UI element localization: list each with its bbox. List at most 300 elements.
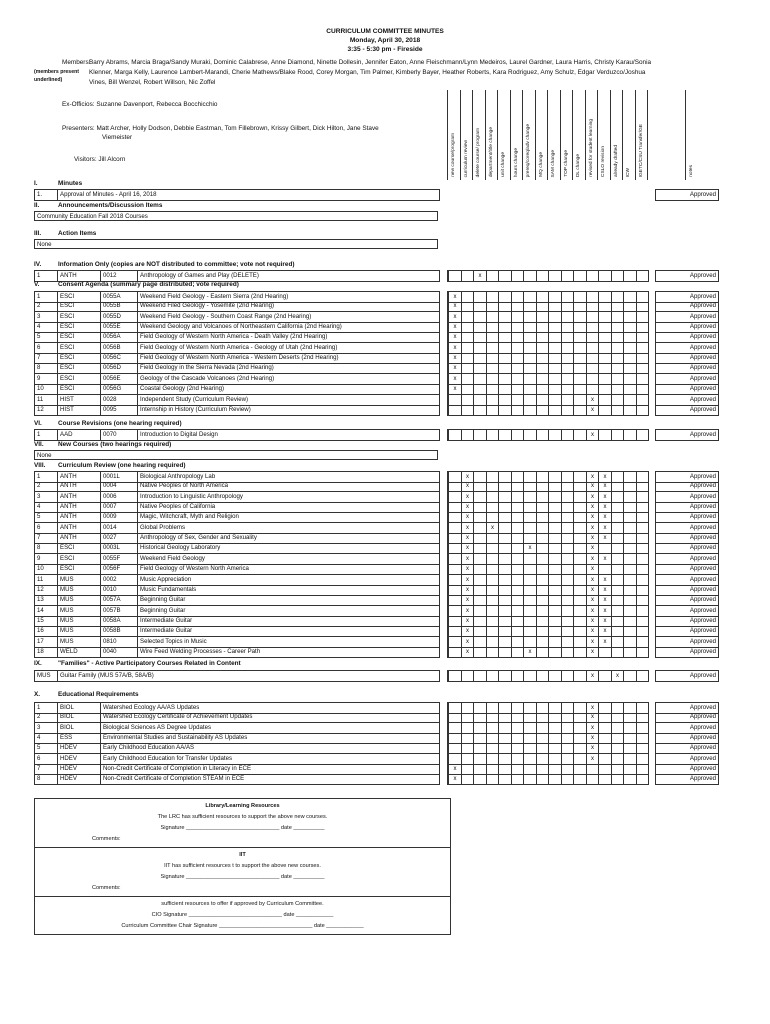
grid-cell xyxy=(511,481,524,491)
grid-cell: x xyxy=(461,564,474,574)
grid-cell xyxy=(573,492,586,502)
grid-cell xyxy=(573,512,586,522)
grid-cell: x xyxy=(448,374,461,384)
grid-cell xyxy=(523,332,536,342)
checkbox-grid xyxy=(447,564,649,575)
cell-d: ESCI xyxy=(57,332,103,342)
grid-cell xyxy=(548,626,561,636)
library-comments: Comments: xyxy=(92,836,121,842)
grid-cell xyxy=(623,626,636,636)
grid-cell: x xyxy=(598,472,611,482)
grid-cell xyxy=(548,554,561,564)
grid-cell xyxy=(498,754,511,764)
section-title: Announcements/Discussion Items xyxy=(58,202,163,209)
cell-d: AAD xyxy=(57,430,103,440)
checkbox-grid xyxy=(447,322,649,333)
grid-cell xyxy=(473,523,486,533)
grid-cell xyxy=(573,312,586,322)
cell-n: 8 xyxy=(37,544,41,552)
grid-cell xyxy=(536,301,549,311)
grid-cell xyxy=(498,523,511,533)
members-note: (members present underlined) xyxy=(34,69,79,83)
grid-cell xyxy=(536,533,549,543)
grid-cell xyxy=(573,712,586,722)
column-head xyxy=(560,90,573,180)
section-heading xyxy=(34,201,162,211)
table-row xyxy=(34,585,440,596)
grid-cell xyxy=(573,774,586,784)
section-heading xyxy=(34,690,139,700)
grid-cell: x xyxy=(461,502,474,512)
column-head xyxy=(585,90,598,180)
grid-cell xyxy=(486,353,499,363)
table-row xyxy=(34,637,440,648)
grid-cell xyxy=(561,271,574,281)
grid-cell xyxy=(548,543,561,553)
status-note: Approved xyxy=(655,595,719,606)
cell-d: ANTH xyxy=(57,472,103,482)
section-heading xyxy=(34,419,182,429)
cell-c: 0057A xyxy=(100,595,140,605)
grid-cell xyxy=(473,384,486,394)
grid-cell xyxy=(636,754,649,764)
grid-cell xyxy=(523,626,536,636)
grid-cell xyxy=(573,626,586,636)
grid-cell xyxy=(598,353,611,363)
cell-n: 12 xyxy=(37,405,44,413)
grid-cell xyxy=(561,384,574,394)
grid-cell xyxy=(636,626,649,636)
grid-cell xyxy=(636,637,649,647)
grid-cell xyxy=(498,712,511,722)
grid-cell xyxy=(523,764,536,774)
grid-cell xyxy=(623,430,636,440)
grid-cell xyxy=(586,363,599,373)
presenters: Presenters: Matt Archer, Holly Dodson, Debbie Eastman, Tom Fillebrown, Krissy Gilbert, Dick Hilton, Jane Stave xyxy=(62,125,379,132)
grid-cell xyxy=(523,733,536,743)
grid-cell xyxy=(523,384,536,394)
grid-cell xyxy=(523,312,536,322)
grid-cell: x xyxy=(586,712,599,722)
cell-n: 8 xyxy=(37,775,41,783)
grid-cell xyxy=(611,723,624,733)
grid-cell xyxy=(511,353,524,363)
grid-cell xyxy=(498,492,511,502)
grid-cell xyxy=(498,384,511,394)
grid-cell xyxy=(611,575,624,585)
status-note: Approved xyxy=(655,585,719,596)
table-row xyxy=(34,733,440,744)
grid-cell xyxy=(536,616,549,626)
grid-cell xyxy=(548,671,561,681)
grid-cell xyxy=(498,343,511,353)
grid-cell xyxy=(511,606,524,616)
grid-cell xyxy=(573,754,586,764)
cell-n: 11 xyxy=(37,395,44,403)
grid-cell xyxy=(636,554,649,564)
grid-cell xyxy=(636,723,649,733)
grid-cell xyxy=(498,512,511,522)
checkbox-grid xyxy=(447,502,649,513)
grid-cell xyxy=(561,492,574,502)
grid-cell xyxy=(623,595,636,605)
grid-cell xyxy=(573,395,586,405)
grid-cell: x xyxy=(461,523,474,533)
grid-cell xyxy=(548,430,561,440)
grid-cell xyxy=(611,554,624,564)
grid-cell: x xyxy=(598,616,611,626)
grid-cell: x xyxy=(448,343,461,353)
grid-cell xyxy=(586,774,599,784)
grid-cell xyxy=(511,374,524,384)
column-head xyxy=(472,90,485,180)
grid-cell xyxy=(486,564,499,574)
grid-cell xyxy=(623,301,636,311)
doc-time: 3:35 - 5:30 pm - Fireside xyxy=(347,46,423,53)
grid-cell xyxy=(561,743,574,753)
cell-c: 0056D xyxy=(100,363,140,373)
grid-cell xyxy=(623,533,636,543)
grid-cell xyxy=(486,774,499,784)
cell-t: Weekend Field Geology - Southern Coast Range (2nd Hearing) xyxy=(137,312,440,322)
table-row xyxy=(34,374,440,385)
column-head xyxy=(572,90,585,180)
grid-cell: x xyxy=(586,616,599,626)
status-note: Approved xyxy=(655,554,719,565)
grid-cell xyxy=(548,343,561,353)
grid-cell xyxy=(511,512,524,522)
cio-line: sufficient resources to offer if approved by Curriculum Committee. xyxy=(161,901,324,907)
cell-c: 0004 xyxy=(100,481,140,491)
grid-cell xyxy=(448,647,461,657)
grid-cell: x xyxy=(586,743,599,753)
grid-cell xyxy=(498,271,511,281)
cell-t: Intermediate Guitar xyxy=(137,626,440,636)
grid-cell xyxy=(473,301,486,311)
status-note: Approved xyxy=(655,353,719,364)
grid-cell xyxy=(623,754,636,764)
cell-c: 0055B xyxy=(100,301,140,311)
grid-cell xyxy=(473,764,486,774)
cell-c: 0057B xyxy=(100,606,140,616)
section-number: II. xyxy=(34,202,40,209)
column-head xyxy=(685,90,711,180)
grid-cell xyxy=(548,332,561,342)
grid-cell xyxy=(561,754,574,764)
grid-cell xyxy=(636,733,649,743)
grid-cell xyxy=(611,374,624,384)
grid-cell xyxy=(486,395,499,405)
grid-cell xyxy=(561,481,574,491)
grid-cell xyxy=(611,564,624,574)
grid-cell xyxy=(636,764,649,774)
cell-t: Wire Feed Welding Processes - Career Path xyxy=(137,647,440,657)
grid-cell xyxy=(473,543,486,553)
cell-n: 4 xyxy=(37,323,41,331)
table-row xyxy=(34,363,440,374)
action-row: None xyxy=(34,239,438,249)
table-row xyxy=(34,564,440,575)
grid-cell xyxy=(448,712,461,722)
cell-d: MUS xyxy=(57,606,103,616)
grid-cell xyxy=(486,743,499,753)
grid-cell xyxy=(536,405,549,415)
grid-cell xyxy=(498,606,511,616)
grid-cell xyxy=(636,322,649,332)
grid-cell xyxy=(486,626,499,636)
grid-cell xyxy=(573,637,586,647)
grid-cell xyxy=(473,585,486,595)
grid-cell xyxy=(636,384,649,394)
grid-cell: x xyxy=(586,723,599,733)
cell-t: Watershed Ecology Certificate of Achievement Updates xyxy=(100,712,440,722)
grid-cell xyxy=(586,384,599,394)
column-divider xyxy=(647,90,648,180)
status-note: Approved xyxy=(655,754,719,765)
grid-cell xyxy=(561,626,574,636)
grid-cell xyxy=(548,743,561,753)
iit-title: IIT xyxy=(239,852,246,858)
grid-cell xyxy=(623,343,636,353)
grid-cell xyxy=(486,363,499,373)
grid-cell xyxy=(623,585,636,595)
grid-cell xyxy=(473,332,486,342)
cell-n: 10 xyxy=(37,565,44,573)
grid-cell xyxy=(548,595,561,605)
members-line-1: Barry Abrams, Marcia Braga/Sandy Muraki, Dominic Calabrese, Anne Diamond, Ninette Dollesin, Jennifer Eaton, Anne Fleischmann/Lynn Medeiros, Laurel Gardner, Laura Harris, Christy Karau/Sonia xyxy=(89,59,652,66)
status-note: Approved xyxy=(655,647,719,658)
grid-cell xyxy=(473,363,486,373)
column-head-label: ICW xyxy=(626,167,631,177)
grid-cell xyxy=(598,723,611,733)
column-head xyxy=(447,90,460,180)
cell-n: 7 xyxy=(37,765,41,773)
column-head-label: CSLO revision xyxy=(601,146,606,177)
grid-cell: x xyxy=(586,492,599,502)
grid-cell xyxy=(561,733,574,743)
grid-cell xyxy=(598,743,611,753)
column-head-label: SAM change xyxy=(551,149,556,177)
grid-cell xyxy=(473,533,486,543)
cell-c: 0058A xyxy=(100,616,140,626)
cell-c: 0002 xyxy=(100,575,140,585)
cell-c: 0055D xyxy=(100,312,140,322)
grid-cell xyxy=(636,774,649,784)
section-number: IV. xyxy=(34,261,42,268)
grid-cell xyxy=(598,343,611,353)
grid-cell xyxy=(486,322,499,332)
grid-cell xyxy=(636,492,649,502)
cell-c: 0056B xyxy=(100,343,140,353)
cell-n: 16 xyxy=(37,627,44,635)
grid-cell xyxy=(473,626,486,636)
members-line-2: Klenner, Marga Kelly, Laurence Lambert-Marandi, Cherie Mathews/Blake Rood, Corey Morgan, Tim Palmer, Kimberly Bayer, Heather Roberts, Kara Rodriguez, Amy Schulz, Edgar Verduzco/Joshua xyxy=(89,69,646,76)
cell-t: Approval of Minutes - April 16, 2018 xyxy=(57,190,440,200)
grid-cell xyxy=(473,481,486,491)
status-note: Approved xyxy=(655,626,719,637)
grid-cell xyxy=(461,322,474,332)
cell-n: 1 xyxy=(37,272,41,279)
grid-cell: x xyxy=(586,533,599,543)
grid-cell: x xyxy=(448,312,461,322)
section-heading xyxy=(34,179,82,189)
section-title: Course Revisions (one hearing required) xyxy=(58,420,182,427)
grid-cell xyxy=(511,671,524,681)
column-head-label: revised for student learning xyxy=(588,119,594,177)
grid-cell xyxy=(473,430,486,440)
grid-cell xyxy=(548,533,561,543)
grid-cell xyxy=(473,733,486,743)
grid-cell xyxy=(548,312,561,322)
status-note: Approved xyxy=(655,429,719,441)
cell-c: 0001L xyxy=(100,472,140,482)
grid-cell xyxy=(623,743,636,753)
grid-cell xyxy=(473,312,486,322)
grid-cell: x xyxy=(598,637,611,647)
grid-cell xyxy=(598,405,611,415)
table-row xyxy=(34,533,440,544)
grid-cell xyxy=(511,764,524,774)
cell-n: 9 xyxy=(37,554,41,562)
grid-cell xyxy=(573,554,586,564)
grid-cell: x xyxy=(448,332,461,342)
grid-cell xyxy=(498,616,511,626)
grid-cell xyxy=(511,774,524,784)
grid-cell xyxy=(623,492,636,502)
status-note: Approved xyxy=(655,363,719,374)
table-row xyxy=(34,670,440,682)
checkbox-grid xyxy=(447,512,649,523)
grid-cell xyxy=(536,723,549,733)
checkbox-grid xyxy=(447,270,649,282)
grid-cell xyxy=(461,723,474,733)
grid-cell xyxy=(573,606,586,616)
grid-cell xyxy=(548,271,561,281)
checkbox-grid xyxy=(447,492,649,503)
cell-n: 6 xyxy=(37,343,41,351)
grid-cell xyxy=(536,374,549,384)
grid-cell xyxy=(636,543,649,553)
cell-n: 6 xyxy=(37,754,41,762)
grid-cell xyxy=(486,554,499,564)
grid-cell xyxy=(536,492,549,502)
cell-t: Introduction to Digital Design xyxy=(137,430,440,440)
grid-cell xyxy=(636,647,649,657)
column-head xyxy=(622,90,635,180)
cell-n: 1 xyxy=(37,704,41,711)
column-head xyxy=(497,90,510,180)
table-row xyxy=(34,774,440,785)
grid-cell xyxy=(611,332,624,342)
status-note: Approved xyxy=(655,502,719,513)
grid-cell xyxy=(548,363,561,373)
status-note: Approved xyxy=(655,616,719,627)
column-head xyxy=(485,90,498,180)
grid-cell xyxy=(536,595,549,605)
grid-cell xyxy=(523,671,536,681)
grid-cell xyxy=(461,384,474,394)
grid-cell xyxy=(523,585,536,595)
grid-cell xyxy=(586,271,599,281)
grid-cell xyxy=(598,363,611,373)
grid-cell xyxy=(561,374,574,384)
column-head xyxy=(547,90,560,180)
grid-cell xyxy=(548,575,561,585)
cell-d: ANTH xyxy=(57,512,103,522)
grid-cell xyxy=(473,616,486,626)
cell-c: 0055E xyxy=(100,322,140,332)
grid-cell xyxy=(548,564,561,574)
cell-c: 0056G xyxy=(100,384,140,394)
grid-cell: x xyxy=(598,523,611,533)
grid-cell xyxy=(448,430,461,440)
column-head xyxy=(522,90,535,180)
grid-cell xyxy=(511,384,524,394)
cell-c: 0010 xyxy=(100,585,140,595)
grid-cell xyxy=(448,606,461,616)
grid-cell xyxy=(498,743,511,753)
grid-cell xyxy=(523,343,536,353)
checkbox-grid xyxy=(447,774,649,785)
grid-cell: x xyxy=(586,472,599,482)
grid-cell xyxy=(573,384,586,394)
grid-cell xyxy=(548,723,561,733)
cell-n: 1. xyxy=(37,191,43,198)
cell-d: MUS xyxy=(57,575,103,585)
grid-cell xyxy=(611,626,624,636)
cell-n: 1 xyxy=(37,293,41,300)
grid-cell xyxy=(498,637,511,647)
grid-cell xyxy=(486,712,499,722)
grid-cell xyxy=(486,405,499,415)
grid-cell xyxy=(636,743,649,753)
grid-cell xyxy=(611,312,624,322)
grid-cell xyxy=(573,564,586,574)
checkbox-grid xyxy=(447,670,649,682)
grid-cell xyxy=(623,353,636,363)
cell-n: 17 xyxy=(37,637,44,645)
section-number: IX. xyxy=(34,660,42,667)
grid-cell xyxy=(511,395,524,405)
section-number: I. xyxy=(34,180,38,187)
grid-cell xyxy=(623,733,636,743)
grid-cell xyxy=(636,712,649,722)
grid-cell xyxy=(523,374,536,384)
section-number: VI. xyxy=(34,420,42,427)
status-note: Approved xyxy=(655,764,719,775)
grid-cell xyxy=(536,754,549,764)
cell-c: 0012 xyxy=(100,271,140,281)
cell-d: MUS xyxy=(57,626,103,636)
grid-cell xyxy=(573,271,586,281)
checkbox-grid xyxy=(447,343,649,354)
cell-n: 5 xyxy=(37,513,41,521)
section-title: Action Items xyxy=(58,230,97,237)
grid-cell xyxy=(548,492,561,502)
section-number: X. xyxy=(34,691,41,698)
grid-cell xyxy=(523,523,536,533)
grid-cell xyxy=(586,374,599,384)
cell-t: Native Peoples of North America xyxy=(137,481,440,491)
grid-cell xyxy=(523,363,536,373)
grid-cell xyxy=(486,606,499,616)
cell-d: WELD xyxy=(57,647,103,657)
grid-cell xyxy=(586,312,599,322)
cell-d: MUS xyxy=(57,595,103,605)
grid-cell xyxy=(573,585,586,595)
grid-cell xyxy=(536,554,549,564)
grid-cell xyxy=(586,353,599,363)
